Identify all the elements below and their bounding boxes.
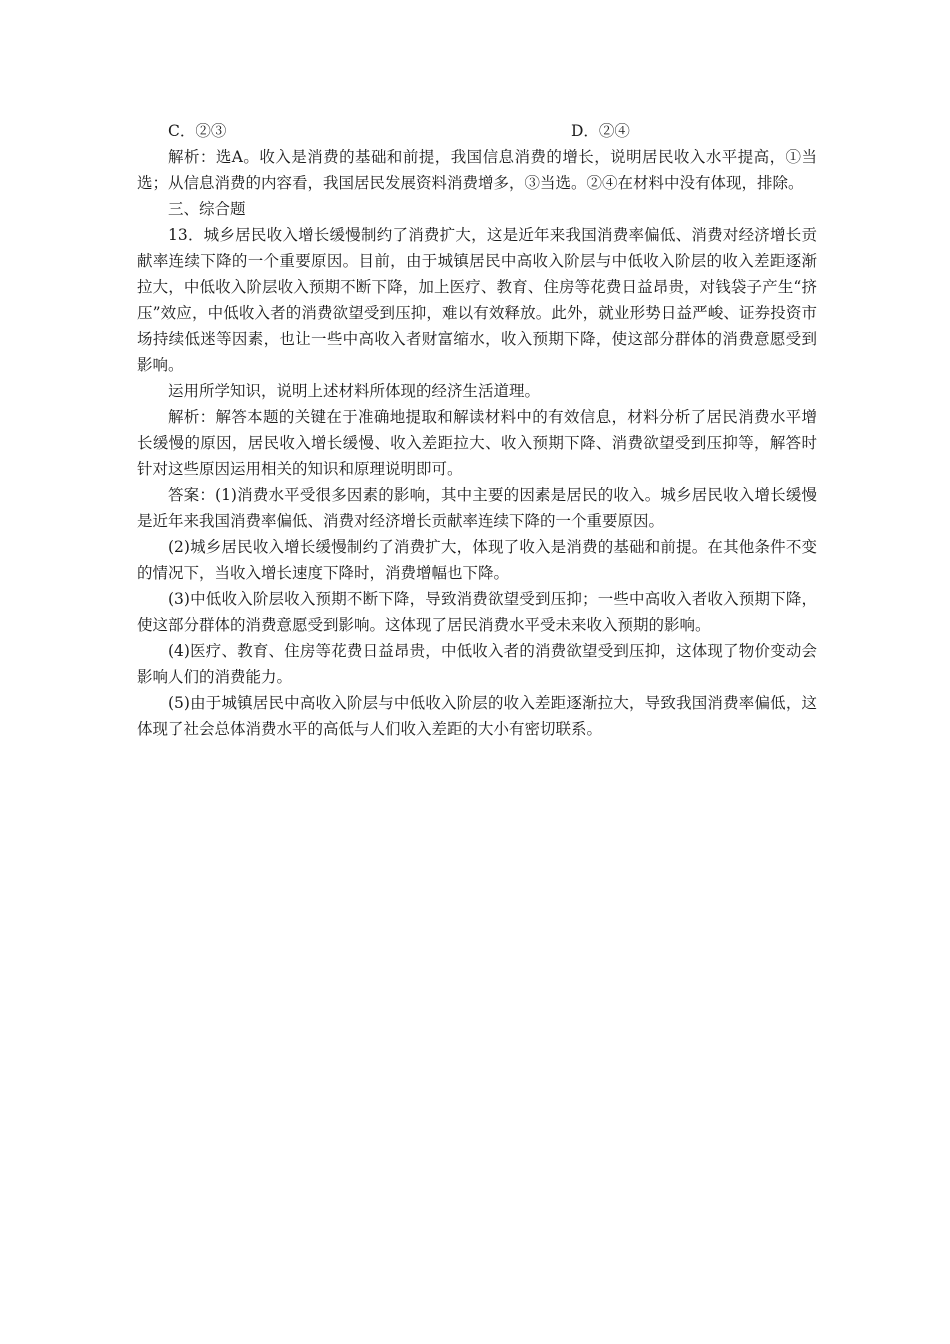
answer-point-2: (2)城乡居民收入增长缓慢制约了消费扩大，体现了收入是消费的基础和前提。在其他条件不变的情况下，当收入增长速度下降时，消费增幅也下降。 bbox=[137, 538, 817, 582]
answer-point-4: (4)医疗、教育、住房等花费日益昂贵，中低收入者的消费欲望受到压抑，这体现了物价变动会影响人们的消费能力。 bbox=[137, 642, 817, 686]
analysis-paragraph-13: 解析：解答本题的关键在于准确地提取和解读材料中的有效信息，材料分析了居民消费水平增长缓慢的原因，居民收入增长缓慢、收入差距拉大、收入预期下降、消费欲望受到压抑等，解答时针对这些原因运用相关的知识和原理说明即可。 bbox=[137, 408, 817, 478]
answer-point-1: 答案：(1)消费水平受很多因素的影响，其中主要的因素是居民的收入。城乡居民收入增长缓慢是近年来我国消费率偏低、消费对经济增长贡献率连续下降的一个重要原因。 bbox=[137, 486, 817, 530]
answer-options-row bbox=[137, 118, 817, 144]
question-13-material: 13．城乡居民收入增长缓慢制约了消费扩大，这是近年来我国消费率偏低、消费对经济增长贡献率连续下降的一个重要原因。目前，由于城镇居民中高收入阶层与中低收入阶层的收入差距逐渐拉大，中低收入阶层收入预期不断下降，加上医疗、教育、住房等花费日益昂贵，对钱袋子产生“挤压”效应，中低收入者的消费欲望受到压抑，难以有效释放。此外，就业形势日益严峻、证券投资市场持续低迷等因素，也让一些中高收入者财富缩水，收入预期下降，使这部分群体的消费意愿受到影响。 bbox=[137, 226, 817, 374]
answer-point-3: (3)中低收入阶层收入预期不断下降，导致消费欲望受到压抑；一些中高收入者收入预期下降，使这部分群体的消费意愿受到影响。这体现了居民消费水平受未来收入预期的影响。 bbox=[137, 590, 817, 634]
section-heading-comprehensive: 三、综合题 bbox=[168, 200, 246, 218]
question-13-prompt: 运用所学知识，说明上述材料所体现的经济生活道理。 bbox=[168, 382, 541, 400]
answer-point-5: (5)由于城镇居民中高收入阶层与中低收入阶层的收入差距逐渐拉大，导致我国消费率偏低，这体现了社会总体消费水平的高低与人们收入差距的大小有密切联系。 bbox=[137, 694, 817, 738]
analysis-paragraph-12: 解析：选A。收入是消费的基础和前提，我国信息消费的增长，说明居民收入水平提高，①当选；从信息消费的内容看，我国居民发展资料消费增多，③当选。②④在材料中没有体现，排除。 bbox=[137, 148, 817, 192]
document-page bbox=[137, 118, 817, 742]
option-c: C．②③ bbox=[168, 122, 227, 140]
option-d: D．②④ bbox=[571, 122, 630, 140]
